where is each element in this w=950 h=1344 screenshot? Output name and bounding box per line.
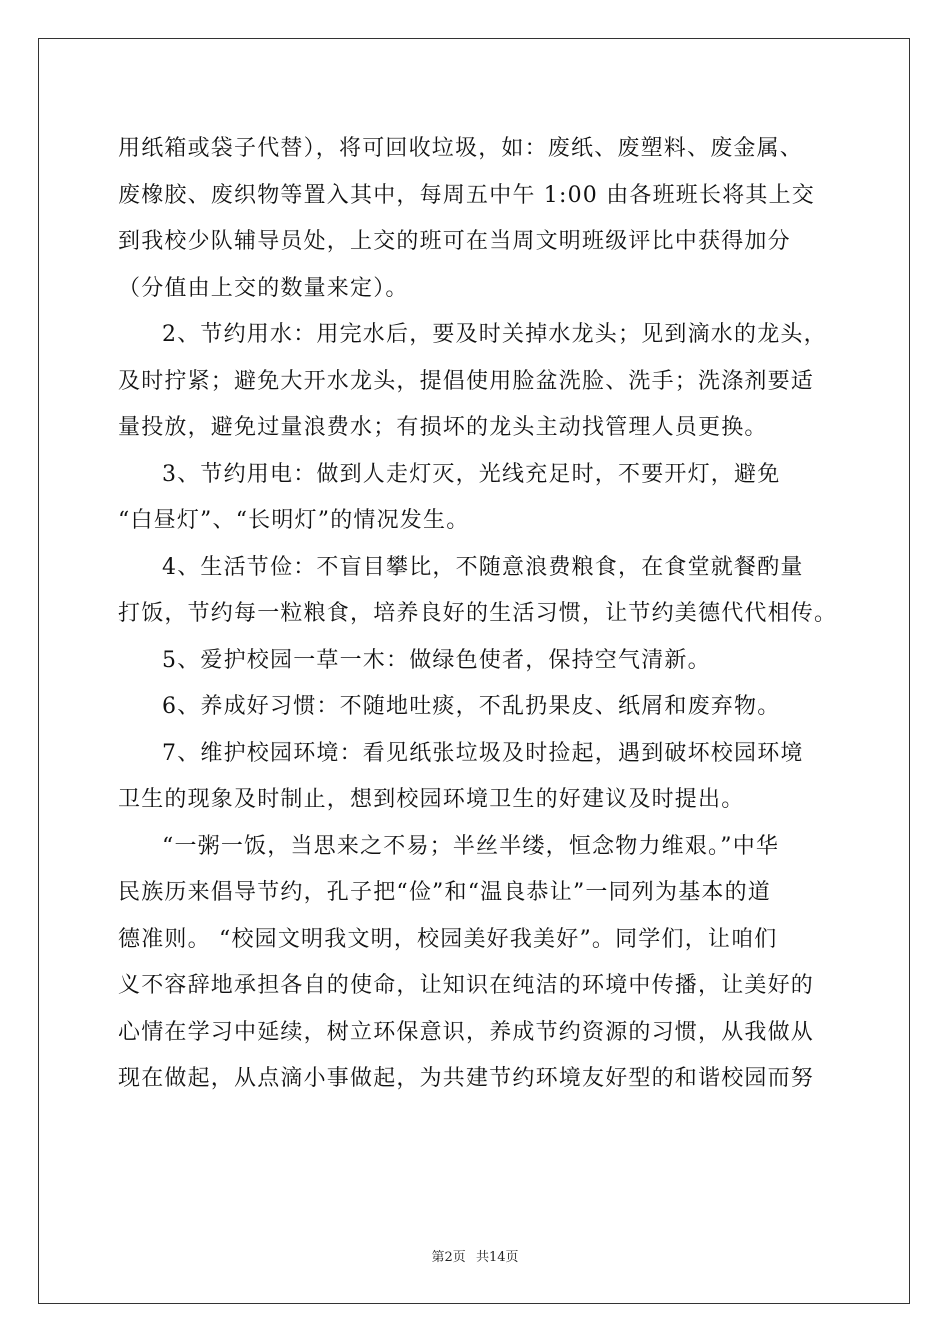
page-footer	[0, 1246, 950, 1265]
text-line: 到我校少队辅导员处，上交的班可在当周文明班级评比中获得加分	[118, 229, 791, 254]
text-line: 5、爱护校园一草一木：做绿色使者，保持空气清新。	[162, 647, 711, 673]
text-line: 心情在学习中延续，树立环保意识，养成节约资源的习惯，从我做从	[118, 1019, 815, 1045]
text-line: 义不容辞地承担各自的使命，让知识在纯洁的环境中传播，让美好的	[118, 973, 815, 998]
text-line: （分值由上交的数量来定）。	[118, 275, 409, 301]
text-line: 2、节约用水：用完水后，要及时关掉水龙头；见到滴水的龙头，	[162, 322, 827, 347]
text-line: 卫生的现象及时制止，想到校园环境卫生的好建议及时提出。	[118, 787, 745, 812]
text-line: 量投放，避免过量浪费水；有损坏的龙头主动找管理人员更换。	[118, 415, 768, 440]
text-line: 德准则。 “校园文明我文明，校园美好我美好”。同学们，让咱们	[118, 926, 778, 952]
text-line: 6、养成好习惯：不随地吐痰，不乱扔果皮、纸屑和废弃物。	[162, 694, 781, 719]
text-line: 用纸箱或袋子代替），将可回收垃圾，如：废纸、废塑料、废金属、	[118, 136, 804, 161]
text-line: 4、生活节俭：不盲目攀比，不随意浪费粮食，在食堂就餐酌量	[162, 554, 804, 580]
text-line: 3、节约用电：做到人走灯灭，光线充足时，不要开灯，避免	[162, 461, 781, 487]
text-line: 废橡胶、废织物等置入其中，每周五中午 1:00 由各班班长将其上交	[118, 182, 815, 208]
text-line: 打饭，节约每一粒粮食，培养良好的生活习惯，让节约美德代代相传。	[118, 601, 838, 626]
text-line: 及时拧紧；避免大开水龙头，提倡使用脸盆洗脸、洗手；洗涤剂要适	[118, 368, 815, 394]
text-line: “一粥一饭，当思来之不易；半丝半缕，恒念物力维艰。”中华	[162, 833, 780, 859]
page-number: 第2页	[431, 1250, 466, 1265]
page-total: 共14页	[475, 1250, 519, 1265]
text-line: 7、维护校园环境：看见纸张垃圾及时捡起，遇到破坏校园环境	[162, 740, 804, 766]
document-body	[118, 126, 838, 1103]
text-line: “白昼灯”、“长明灯”的情况发生。	[118, 508, 470, 533]
text-line: 现在做起，从点滴小事做起，为共建节约环境友好型的和谐校园而努	[118, 1066, 815, 1091]
text-line: 民族历来倡导节约，孔子把“俭”和“温良恭让”一同列为基本的道	[118, 880, 771, 905]
